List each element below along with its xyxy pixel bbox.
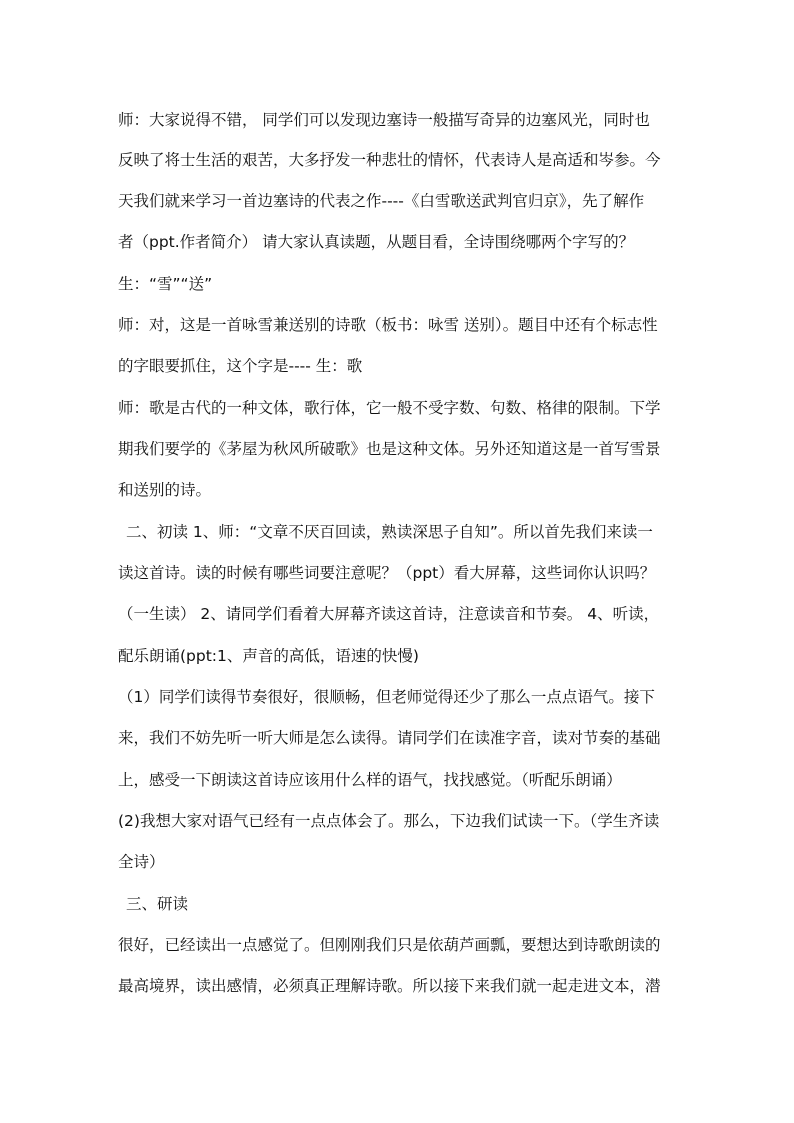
text-line: 师：对，这是一首咏雪兼送别的诗歌（板书：咏雪 送别）。题目中还有个标志性 (118, 316, 658, 334)
text-line: 期我们要学的《茅屋为秋风所破歌》也是这种文体。另外还知道这是一首写雪景 (118, 440, 661, 458)
section-heading-line: 三、研读 (126, 895, 189, 913)
text-line: 来，我们不妨先听一听大师是怎么读得。请同学们在读准字音，读对节奏的基础 (118, 729, 661, 747)
text-line: （一生读） 2、请同学们看着大屏幕齐读这首诗，注意读音和节奏。 4、听读， (118, 605, 660, 623)
text-line: 全诗） (118, 853, 165, 871)
text-line: 很好，已经读出一点感觉了。但刚刚我们只是依葫芦画瓢，要想达到诗歌朗读的 (118, 936, 661, 954)
text-line: (2)我想大家对语气已经有一点点体会了。那么，下边我们试读一下。（学生齐读 (118, 812, 660, 830)
text-line: 师：大家说得不错， 同学们可以发现边塞诗一般描写奇异的边塞风光，同时也 (118, 111, 650, 129)
text-line: 者（ppt.作者简介） 请大家认真读题，从题目看，全诗围绕哪两个字写的？ (118, 233, 635, 251)
section-heading-line: 二、初读 1、师：“文章不厌百回读，熟读深思子自知”。所以首先我们来读一 (126, 523, 653, 541)
text-line: 反映了将士生活的艰苦，大多抒发一种悲壮的情怀，代表诗人是高适和岑参。今 (118, 151, 661, 169)
text-line: 天我们就来学习一首边塞诗的代表之作----《白雪歌送武判官归京》，先了解作 (118, 192, 645, 210)
text-line: 配乐朗诵(ppt:1、声音的高低，语速的快慢) (118, 647, 419, 665)
text-line: 师：歌是古代的一种文体，歌行体，它一般不受字数、句数、格律的限制。下学 (118, 399, 661, 417)
text-line: 最高境界，读出感情，必须真正理解诗歌。所以接下来我们就一起走进文本，潜 (118, 977, 661, 995)
text-line: 的字眼要抓住，这个字是---- 生：歌 (118, 357, 363, 375)
text-line: 读这首诗。读的时候有哪些词要注意呢？（ppt）看大屏幕，这些词你认识吗？ (118, 564, 656, 582)
text-line: （1）同学们读得节奏很好，很顺畅，但老师觉得还少了那么一点点语气。接下 (118, 688, 655, 706)
text-line: 上，感受一下朗读这首诗应该用什么样的语气，找找感觉。（听配乐朗诵） (118, 771, 622, 789)
text-line: 和送别的诗。 (118, 481, 212, 499)
text-line: 生：“雪”“送” (118, 275, 213, 293)
